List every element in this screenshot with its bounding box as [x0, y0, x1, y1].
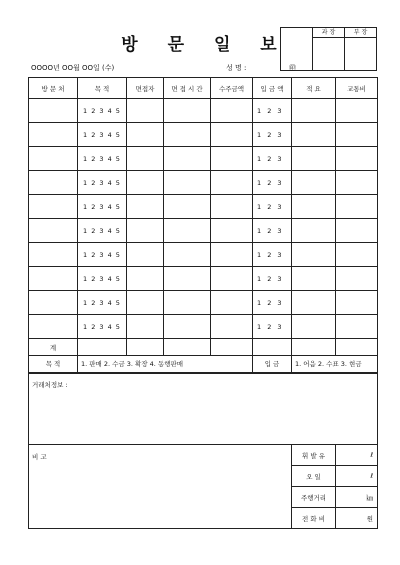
transport-cost-cell[interactable] — [336, 123, 378, 147]
approval-sign-manager[interactable] — [313, 38, 345, 71]
total-label: 계 — [29, 339, 78, 356]
col-purpose: 목 적 — [78, 78, 127, 99]
purpose-cell[interactable]: 1 2 3 4 5 — [78, 267, 127, 291]
deposit-amount-cell[interactable]: 1 2 3 — [253, 195, 292, 219]
interview-time-cell[interactable] — [164, 243, 211, 267]
note-label: 비 고 — [32, 453, 47, 461]
order-amount-cell[interactable] — [211, 267, 253, 291]
transport-cost-cell[interactable] — [336, 171, 378, 195]
interviewee-cell[interactable] — [127, 99, 164, 123]
phone-cost-field[interactable]: 원 — [336, 508, 378, 529]
transport-cost-cell[interactable] — [336, 195, 378, 219]
deposit-amount-cell[interactable]: 1 2 3 — [253, 219, 292, 243]
approval-blank — [281, 28, 313, 71]
client-info-label: 거래처정보 : — [32, 380, 68, 389]
table-row — [29, 123, 378, 147]
visit-place-cell[interactable] — [29, 243, 78, 267]
deposit-amount-cell[interactable]: 1 2 3 — [253, 99, 292, 123]
transport-cost-cell[interactable] — [336, 291, 378, 315]
remarks-cell[interactable] — [292, 147, 336, 171]
transport-cost-cell[interactable] — [336, 315, 378, 339]
total-purpose-cell[interactable] — [78, 339, 127, 356]
interview-time-cell[interactable] — [164, 147, 211, 171]
legend-row — [29, 356, 378, 373]
approval-header-manager: 과 장 — [313, 28, 345, 38]
oil-field[interactable]: ℓ — [336, 466, 378, 487]
table-row — [29, 147, 378, 171]
transport-cost-cell[interactable] — [336, 99, 378, 123]
total-remarks-cell[interactable] — [292, 339, 336, 356]
purpose-legend-label: 목 적 — [29, 356, 78, 373]
table-row — [29, 99, 378, 123]
visit-place-cell[interactable] — [29, 195, 78, 219]
col-visit-place: 방 문 처 — [29, 78, 78, 99]
remarks-cell[interactable] — [292, 99, 336, 123]
interviewee-cell[interactable] — [127, 147, 164, 171]
interview-time-cell[interactable] — [164, 291, 211, 315]
deposit-amount-cell[interactable]: 1 2 3 — [253, 315, 292, 339]
order-amount-cell[interactable] — [211, 171, 253, 195]
interviewee-cell[interactable] — [127, 171, 164, 195]
visit-place-cell[interactable] — [29, 147, 78, 171]
col-transport-cost: 교통비 — [336, 78, 378, 99]
order-amount-cell[interactable] — [211, 243, 253, 267]
name-label: 성 명 : — [226, 64, 247, 72]
interview-time-cell[interactable] — [164, 171, 211, 195]
table-row — [29, 267, 378, 291]
remarks-cell[interactable] — [292, 291, 336, 315]
interview-time-cell[interactable] — [164, 99, 211, 123]
total-deposit-amount-cell[interactable] — [253, 339, 292, 356]
order-amount-cell[interactable] — [211, 147, 253, 171]
col-interview-time: 면 접 시 간 — [164, 78, 211, 99]
visit-place-cell[interactable] — [29, 123, 78, 147]
footer-row — [29, 445, 378, 466]
order-amount-cell[interactable] — [211, 195, 253, 219]
remarks-cell[interactable] — [292, 315, 336, 339]
note-field[interactable] — [29, 445, 292, 529]
visit-place-cell[interactable] — [29, 219, 78, 243]
remarks-cell[interactable] — [292, 195, 336, 219]
interview-time-cell[interactable] — [164, 123, 211, 147]
order-amount-cell[interactable] — [211, 315, 253, 339]
table-header-row — [29, 78, 378, 99]
mileage-field[interactable]: ㎞ — [336, 487, 378, 508]
deposit-legend-label: 입 금 — [253, 356, 292, 373]
client-info-row — [29, 373, 378, 445]
interviewee-cell[interactable] — [127, 123, 164, 147]
purpose-cell[interactable]: 1 2 3 4 5 — [78, 243, 127, 267]
table-row — [29, 195, 378, 219]
total-time-cell[interactable] — [164, 339, 211, 356]
deposit-amount-cell[interactable]: 1 2 3 — [253, 243, 292, 267]
interviewee-cell[interactable] — [127, 291, 164, 315]
approval-header-director: 부 장 — [345, 28, 377, 38]
deposit-amount-cell[interactable]: 1 2 3 — [253, 147, 292, 171]
total-interviewee-cell[interactable] — [127, 339, 164, 356]
purpose-cell[interactable]: 1 2 3 4 5 — [78, 195, 127, 219]
fuel-field[interactable]: ℓ — [336, 445, 378, 466]
interviewee-cell[interactable] — [127, 243, 164, 267]
interviewee-cell[interactable] — [127, 315, 164, 339]
col-remarks: 적 요 — [292, 78, 336, 99]
visit-report-table — [28, 77, 378, 529]
table-row — [29, 315, 378, 339]
visit-place-cell[interactable] — [29, 171, 78, 195]
purpose-cell[interactable]: 1 2 3 4 5 — [78, 147, 127, 171]
remarks-cell[interactable] — [292, 171, 336, 195]
order-amount-cell[interactable] — [211, 99, 253, 123]
transport-cost-cell[interactable] — [336, 219, 378, 243]
order-amount-cell[interactable] — [211, 123, 253, 147]
interview-time-cell[interactable] — [164, 195, 211, 219]
transport-cost-cell[interactable] — [336, 147, 378, 171]
purpose-cell[interactable]: 1 2 3 4 5 — [78, 171, 127, 195]
table-row — [29, 243, 378, 267]
table-row — [29, 219, 378, 243]
order-amount-cell[interactable] — [211, 219, 253, 243]
mileage-label: 주행거리 — [292, 487, 336, 508]
order-amount-cell[interactable] — [211, 291, 253, 315]
interviewee-cell[interactable] — [127, 195, 164, 219]
purpose-cell[interactable]: 1 2 3 4 5 — [78, 219, 127, 243]
col-order-amount: 수주금액 — [211, 78, 253, 99]
interview-time-cell[interactable] — [164, 267, 211, 291]
remarks-cell[interactable] — [292, 243, 336, 267]
deposit-legend-options: 1. 어음 2. 수표 3. 현금 — [292, 356, 378, 373]
deposit-amount-cell[interactable]: 1 2 3 — [253, 123, 292, 147]
purpose-cell[interactable]: 1 2 3 4 5 — [78, 315, 127, 339]
deposit-amount-cell[interactable]: 1 2 3 — [253, 267, 292, 291]
deposit-amount-cell[interactable]: 1 2 3 — [253, 171, 292, 195]
oil-label: 오 일 — [292, 466, 336, 487]
purpose-legend-options: 1. 판매 2. 수금 3. 확장 4. 동행판매 — [78, 356, 253, 373]
interviewee-cell[interactable] — [127, 219, 164, 243]
seal-mark: ㊞ — [289, 64, 296, 72]
visit-place-cell[interactable] — [29, 267, 78, 291]
visit-place-cell[interactable] — [29, 99, 78, 123]
total-row — [29, 339, 378, 356]
transport-cost-cell[interactable] — [336, 267, 378, 291]
total-transport-cost-cell[interactable] — [336, 339, 378, 356]
col-deposit-amount: 입 금 액 — [253, 78, 292, 99]
table-row — [29, 291, 378, 315]
deposit-amount-cell[interactable]: 1 2 3 — [253, 291, 292, 315]
interview-time-cell[interactable] — [164, 315, 211, 339]
purpose-cell[interactable]: 1 2 3 4 5 — [78, 99, 127, 123]
transport-cost-cell[interactable] — [336, 243, 378, 267]
visit-place-cell[interactable] — [29, 315, 78, 339]
col-interviewee: 면접자 — [127, 78, 164, 99]
visit-place-cell[interactable] — [29, 291, 78, 315]
remarks-cell[interactable] — [292, 219, 336, 243]
purpose-cell[interactable]: 1 2 3 4 5 — [78, 291, 127, 315]
table-row — [29, 171, 378, 195]
report-date: OOOO년 OO월 OO일 (수) — [31, 64, 115, 72]
page-title: 방 문 일 보 — [121, 35, 289, 55]
remarks-cell[interactable] — [292, 123, 336, 147]
total-order-amount-cell[interactable] — [211, 339, 253, 356]
client-info-field[interactable] — [29, 373, 378, 445]
approval-sign-director[interactable] — [345, 38, 377, 71]
interview-time-cell[interactable] — [164, 219, 211, 243]
interviewee-cell[interactable] — [127, 267, 164, 291]
fuel-label: 휘 발 유 — [292, 445, 336, 466]
remarks-cell[interactable] — [292, 267, 336, 291]
phone-cost-label: 전 화 비 — [292, 508, 336, 529]
purpose-cell[interactable]: 1 2 3 4 5 — [78, 123, 127, 147]
